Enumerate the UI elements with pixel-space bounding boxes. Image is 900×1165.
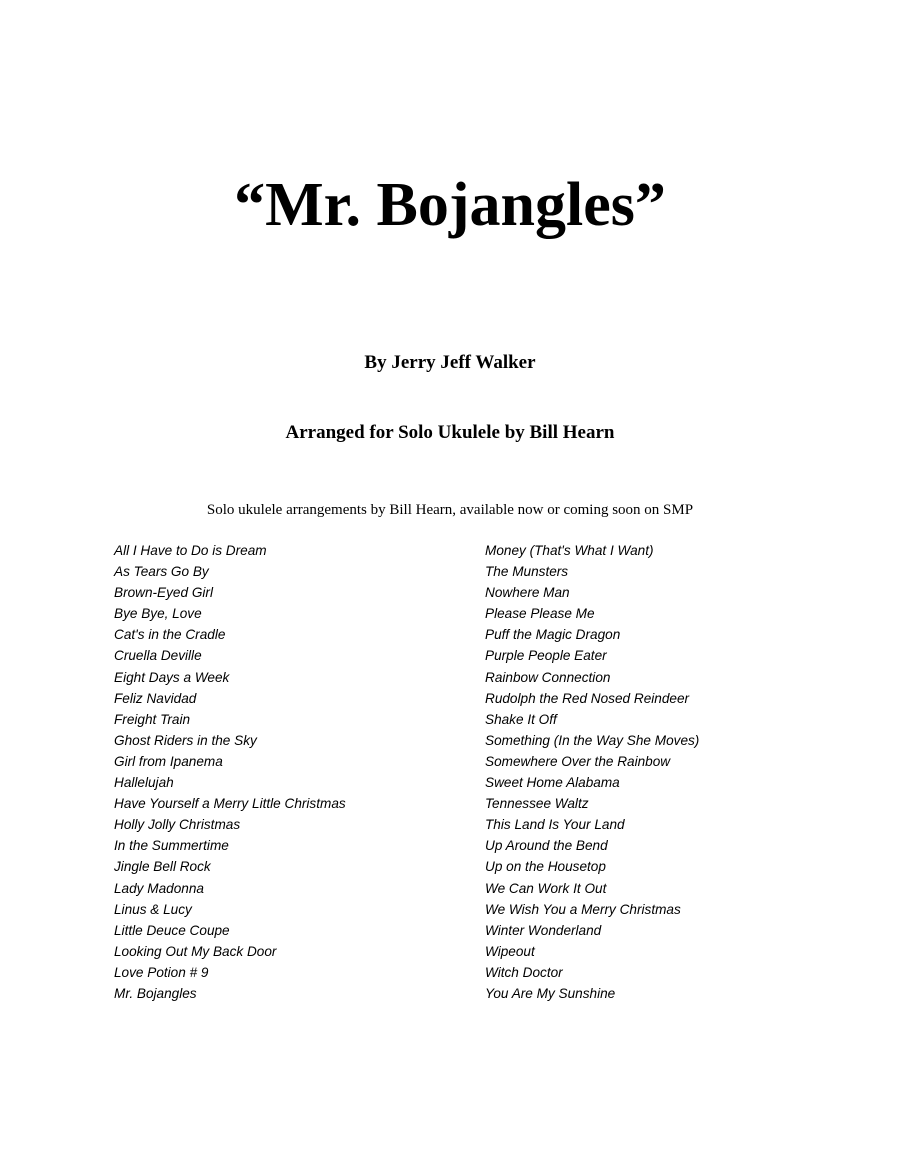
song-title: Something (In the Way She Moves) [485, 732, 700, 748]
song-title: Lady Madonna [114, 880, 204, 896]
arranger-credit: Arranged for Solo Ukulele by Bill Hearn [285, 422, 615, 443]
song-list-left [114, 540, 346, 1004]
song-title: Jingle Bell Rock [114, 859, 211, 875]
song-title: Have Yourself a Merry Little Christmas [114, 796, 346, 812]
song-title: Eight Days a Week [114, 669, 230, 685]
song-title: Cruella Deville [114, 648, 202, 664]
page-title: “Mr. Bojangles” [234, 171, 666, 239]
song-title: Purple People Eater [485, 648, 607, 664]
song-title: As Tears Go By [114, 564, 209, 580]
song-title: Nowhere Man [485, 585, 570, 601]
song-title: Brown-Eyed Girl [114, 585, 213, 601]
composer-byline: By Jerry Jeff Walker [364, 352, 536, 373]
song-title: Rainbow Connection [485, 669, 611, 685]
song-title: Mr. Bojangles [114, 985, 197, 1001]
song-title: Witch Doctor [485, 964, 563, 980]
song-title: This Land Is Your Land [485, 817, 625, 833]
song-title: Love Potion # 9 [114, 964, 209, 980]
song-title: Girl from Ipanema [114, 753, 223, 769]
song-title: Wipeout [485, 943, 535, 959]
arrangements-intro: Solo ukulele arrangements by Bill Hearn, available now or coming soon on SMP [206, 502, 694, 518]
song-title: All I Have to Do is Dream [114, 543, 267, 558]
song-title: You Are My Sunshine [485, 985, 616, 1001]
song-title: The Munsters [485, 564, 569, 580]
song-title: Winter Wonderland [485, 922, 602, 938]
song-title: Cat's in the Cradle [114, 627, 226, 643]
song-title: Feliz Navidad [114, 690, 197, 706]
song-title: Freight Train [114, 711, 191, 727]
song-title: Looking Out My Back Door [114, 943, 277, 959]
song-title: In the Summertime [114, 838, 229, 854]
song-title: Rudolph the Red Nosed Reindeer [485, 690, 690, 706]
song-title: Linus & Lucy [114, 901, 192, 917]
song-title: Ghost Riders in the Sky [114, 732, 257, 748]
song-title: Shake It Off [485, 711, 557, 727]
song-title: Sweet Home Alabama [485, 775, 620, 791]
song-title: Puff the Magic Dragon [485, 627, 621, 643]
song-title: Holly Jolly Christmas [114, 817, 241, 833]
song-title: Little Deuce Coupe [114, 922, 230, 938]
song-title: Money (That's What I Want) [485, 543, 654, 558]
song-title: Somewhere Over the Rainbow [485, 753, 671, 769]
song-title: Tennessee Waltz [485, 796, 589, 812]
song-title: Hallelujah [114, 775, 174, 791]
song-title: We Wish You a Merry Christmas [485, 901, 681, 917]
song-title: Please Please Me [485, 606, 595, 622]
song-title: Bye Bye, Love [114, 606, 202, 622]
song-title: We Can Work It Out [485, 880, 607, 896]
song-title: Up Around the Bend [485, 838, 608, 854]
song-title: Up on the Housetop [485, 859, 606, 875]
song-list-right [485, 540, 699, 1004]
